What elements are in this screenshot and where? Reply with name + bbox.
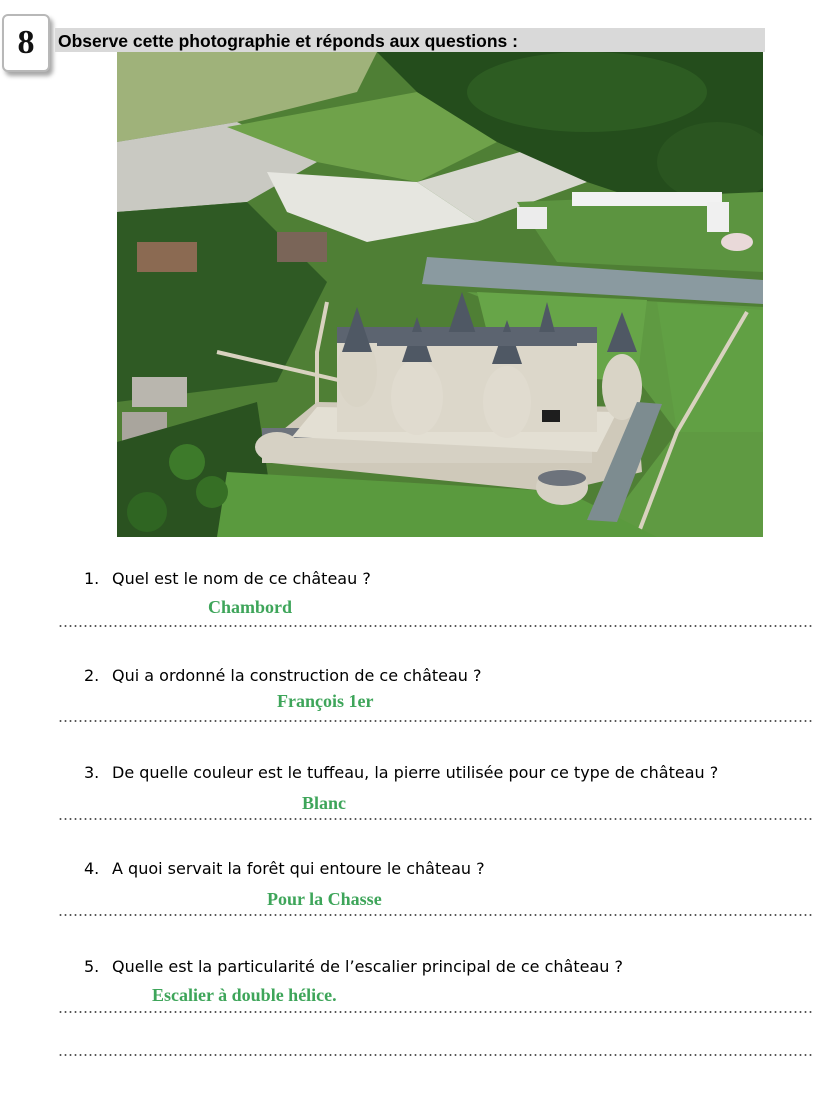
question-5: 5. Quelle est la particularité de l’escalier principal de ce château ? <box>84 957 623 976</box>
question-1: 1. Quel est le nom de ce château ? <box>84 569 371 588</box>
question-1-text: Quel est le nom de ce château ? <box>112 569 371 588</box>
question-3-text: De quelle couleur est le tuffeau, la pierre utilisée pour ce type de château ? <box>112 763 719 782</box>
answer-line-1 <box>58 625 814 627</box>
instruction-text: Observe cette photographie et réponds aux questions : <box>58 31 518 51</box>
answer-4[interactable]: Pour la Chasse <box>267 889 382 909</box>
answer-line-6 <box>58 1054 814 1056</box>
answer-1[interactable]: Chambord <box>208 597 293 617</box>
question-2-text: Qui a ordonné la construction de ce château ? <box>112 666 482 685</box>
question-4-text: A quoi servait la forêt qui entoure le château ? <box>112 859 485 878</box>
answer-line-2 <box>58 720 814 722</box>
answer-5[interactable]: Escalier à double hélice. <box>152 985 337 1005</box>
exercise-number: 8 <box>17 24 35 61</box>
question-3: 3. De quelle couleur est le tuffeau, la pierre utilisée pour ce type de château ? <box>84 763 719 782</box>
answer-3[interactable]: Blanc <box>302 793 347 813</box>
question-2: 2. Qui a ordonné la construction de ce château ? <box>84 666 482 685</box>
question-4: 4. A quoi servait la forêt qui entoure le château ? <box>84 859 485 878</box>
answer-line-4 <box>58 914 814 916</box>
answer-2[interactable]: François 1er <box>277 691 374 711</box>
exercise-number-badge <box>2 14 50 72</box>
answer-line-3 <box>58 818 814 820</box>
answer-line-5 <box>58 1011 814 1013</box>
question-5-text: Quelle est la particularité de l’escalier principal de ce château ? <box>112 957 623 976</box>
chateau-photo <box>117 52 763 537</box>
